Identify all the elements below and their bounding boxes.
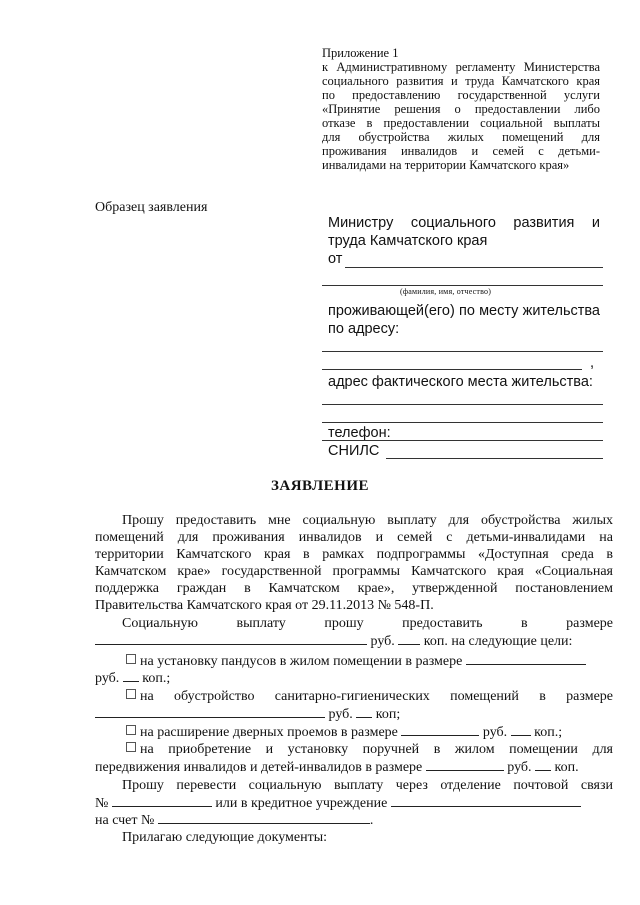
ramps-kop-blank[interactable]	[123, 669, 139, 682]
checkbox-ramps[interactable]	[126, 654, 136, 664]
post-office-number-blank[interactable]	[112, 794, 212, 807]
rub-label: руб.	[482, 725, 508, 740]
kop-label: коп.	[554, 760, 579, 775]
appendix-line: к Административному регламенту Министерства	[322, 60, 600, 74]
checkbox-doorways[interactable]	[126, 725, 136, 735]
paragraph-1-line: помещений для проживания инвалидов и семей с детьми-инвалидами на	[95, 530, 613, 545]
appendix-line: Приложение 1	[322, 46, 399, 60]
kop-label: коп.;	[534, 725, 563, 740]
credit-institution-blank[interactable]	[391, 794, 581, 807]
handrails-amount-blank[interactable]	[426, 758, 504, 771]
option-ramps-line-2	[95, 669, 613, 687]
ramps-amount-blank[interactable]	[466, 652, 586, 665]
payment-amount-line	[95, 632, 613, 650]
payment-request-line: Социальную выплату прошу предоставить в размере	[122, 616, 613, 631]
paragraph-1-line: Камчатском крае» государственной программы Камчатского края «Социальная	[95, 564, 613, 579]
option-handrails-label: на приобретение и установку поручней в жилом помещении для	[140, 742, 613, 757]
option-sanitary-label: на обустройство санитарно-гигиенических помещений в размере	[140, 689, 613, 704]
kop-label: коп.;	[142, 671, 171, 686]
paragraph-1-line: поддержка граждан в Камчатском крае», утвержденной постановлением	[95, 581, 613, 596]
phone-label: телефон:	[328, 425, 391, 441]
doorways-kop-blank[interactable]	[511, 723, 531, 736]
kop-goals-label: коп. на следующие цели:	[423, 634, 573, 649]
checkbox-sanitary[interactable]	[126, 689, 136, 699]
handrails-kop-blank[interactable]	[535, 758, 551, 771]
appendix-line: для обустройства жилых помещений для	[322, 130, 600, 144]
appendix-line: проживания инвалидов и семей с детьми-	[322, 144, 600, 158]
option-sanitary	[126, 688, 613, 705]
account-period: .	[369, 813, 374, 828]
appendix-line: социального развития и труда Камчатского края	[322, 74, 600, 88]
rub-label: руб.	[370, 634, 395, 649]
rub-label: руб.	[507, 760, 532, 775]
actual-address-label: адрес фактического места жительства:	[328, 374, 593, 390]
account-number-blank[interactable]	[158, 811, 370, 824]
actual-address-line-1[interactable]	[322, 404, 603, 405]
appendix-line: «Принятие решения о предоставлении либо	[322, 102, 600, 116]
option-ramps	[126, 652, 613, 670]
option-doorways	[126, 723, 613, 741]
appendix-line: отказе в предоставлении социальной выплаты	[322, 116, 600, 130]
checkbox-handrails[interactable]	[126, 742, 136, 752]
addressee-line-1: Министру социального развития и	[328, 215, 600, 231]
amount-rub-blank[interactable]	[95, 632, 367, 645]
account-line	[95, 811, 613, 829]
address-comma: ,	[590, 355, 595, 371]
residing-label-2: по адресу:	[328, 321, 400, 337]
option-sanitary-line-2	[95, 705, 613, 723]
account-label: на счет №	[95, 813, 155, 828]
kop-label: коп;	[375, 707, 401, 722]
option-doorways-label: на расширение дверных проемов в размере	[140, 725, 398, 740]
sanitary-kop-blank[interactable]	[356, 705, 372, 718]
attachments-label: Прилагаю следующие документы:	[122, 830, 328, 845]
document-title: ЗАЯВЛЕНИЕ	[270, 478, 370, 494]
amount-kop-blank[interactable]	[398, 632, 420, 645]
snils-line[interactable]	[386, 458, 603, 459]
credit-institution-label: или в кредитное учреждение	[215, 796, 388, 811]
snils-label: СНИЛС	[328, 443, 380, 459]
name-caption: (фамилия, имя, отчество)	[400, 287, 492, 296]
number-label: №	[95, 796, 109, 811]
option-handrails-line-2	[95, 758, 613, 776]
phone-line[interactable]	[322, 440, 603, 441]
paragraph-1-line: территории Камчатского края в рамках подпрограммы «Доступная среда в	[95, 547, 613, 562]
rub-label: руб.	[95, 671, 120, 686]
appendix-line: по предоставлению государственной услуги	[322, 88, 600, 102]
option-handrails	[126, 741, 613, 758]
paragraph-1-line: Правительства Камчатского края от 29.11.2013 № 548-П.	[95, 598, 434, 613]
addressee-from-label: от	[328, 251, 343, 267]
transfer-request-line: Прошу перевести социальную выплату через отделение почтовой связи	[122, 778, 613, 793]
appendix-header	[322, 46, 600, 172]
actual-address-line-2[interactable]	[322, 422, 603, 423]
option-ramps-label: на установку пандусов в жилом помещении в размере	[140, 654, 463, 669]
paragraph-1-line: Прошу предоставить мне социальную выплату для обустройства жилых	[122, 513, 613, 528]
rub-label: руб.	[328, 707, 353, 722]
addressee-line-2: труда Камчатского края	[328, 233, 488, 249]
sample-label: Образец заявления	[95, 200, 208, 215]
address-line-2[interactable]	[322, 369, 582, 370]
sanitary-amount-blank[interactable]	[95, 705, 325, 718]
address-line-1[interactable]	[322, 351, 603, 352]
name-line[interactable]	[322, 285, 603, 286]
option-handrails-label-2: передвижения инвалидов и детей-инвалидов в размере	[95, 760, 423, 775]
doorways-amount-blank[interactable]	[401, 723, 479, 736]
residing-label-1: проживающей(его) по месту жительства	[328, 303, 600, 319]
transfer-details-line	[95, 794, 613, 812]
from-line[interactable]	[345, 267, 603, 268]
appendix-line: инвалидами на территории Камчатского края»	[322, 158, 570, 172]
